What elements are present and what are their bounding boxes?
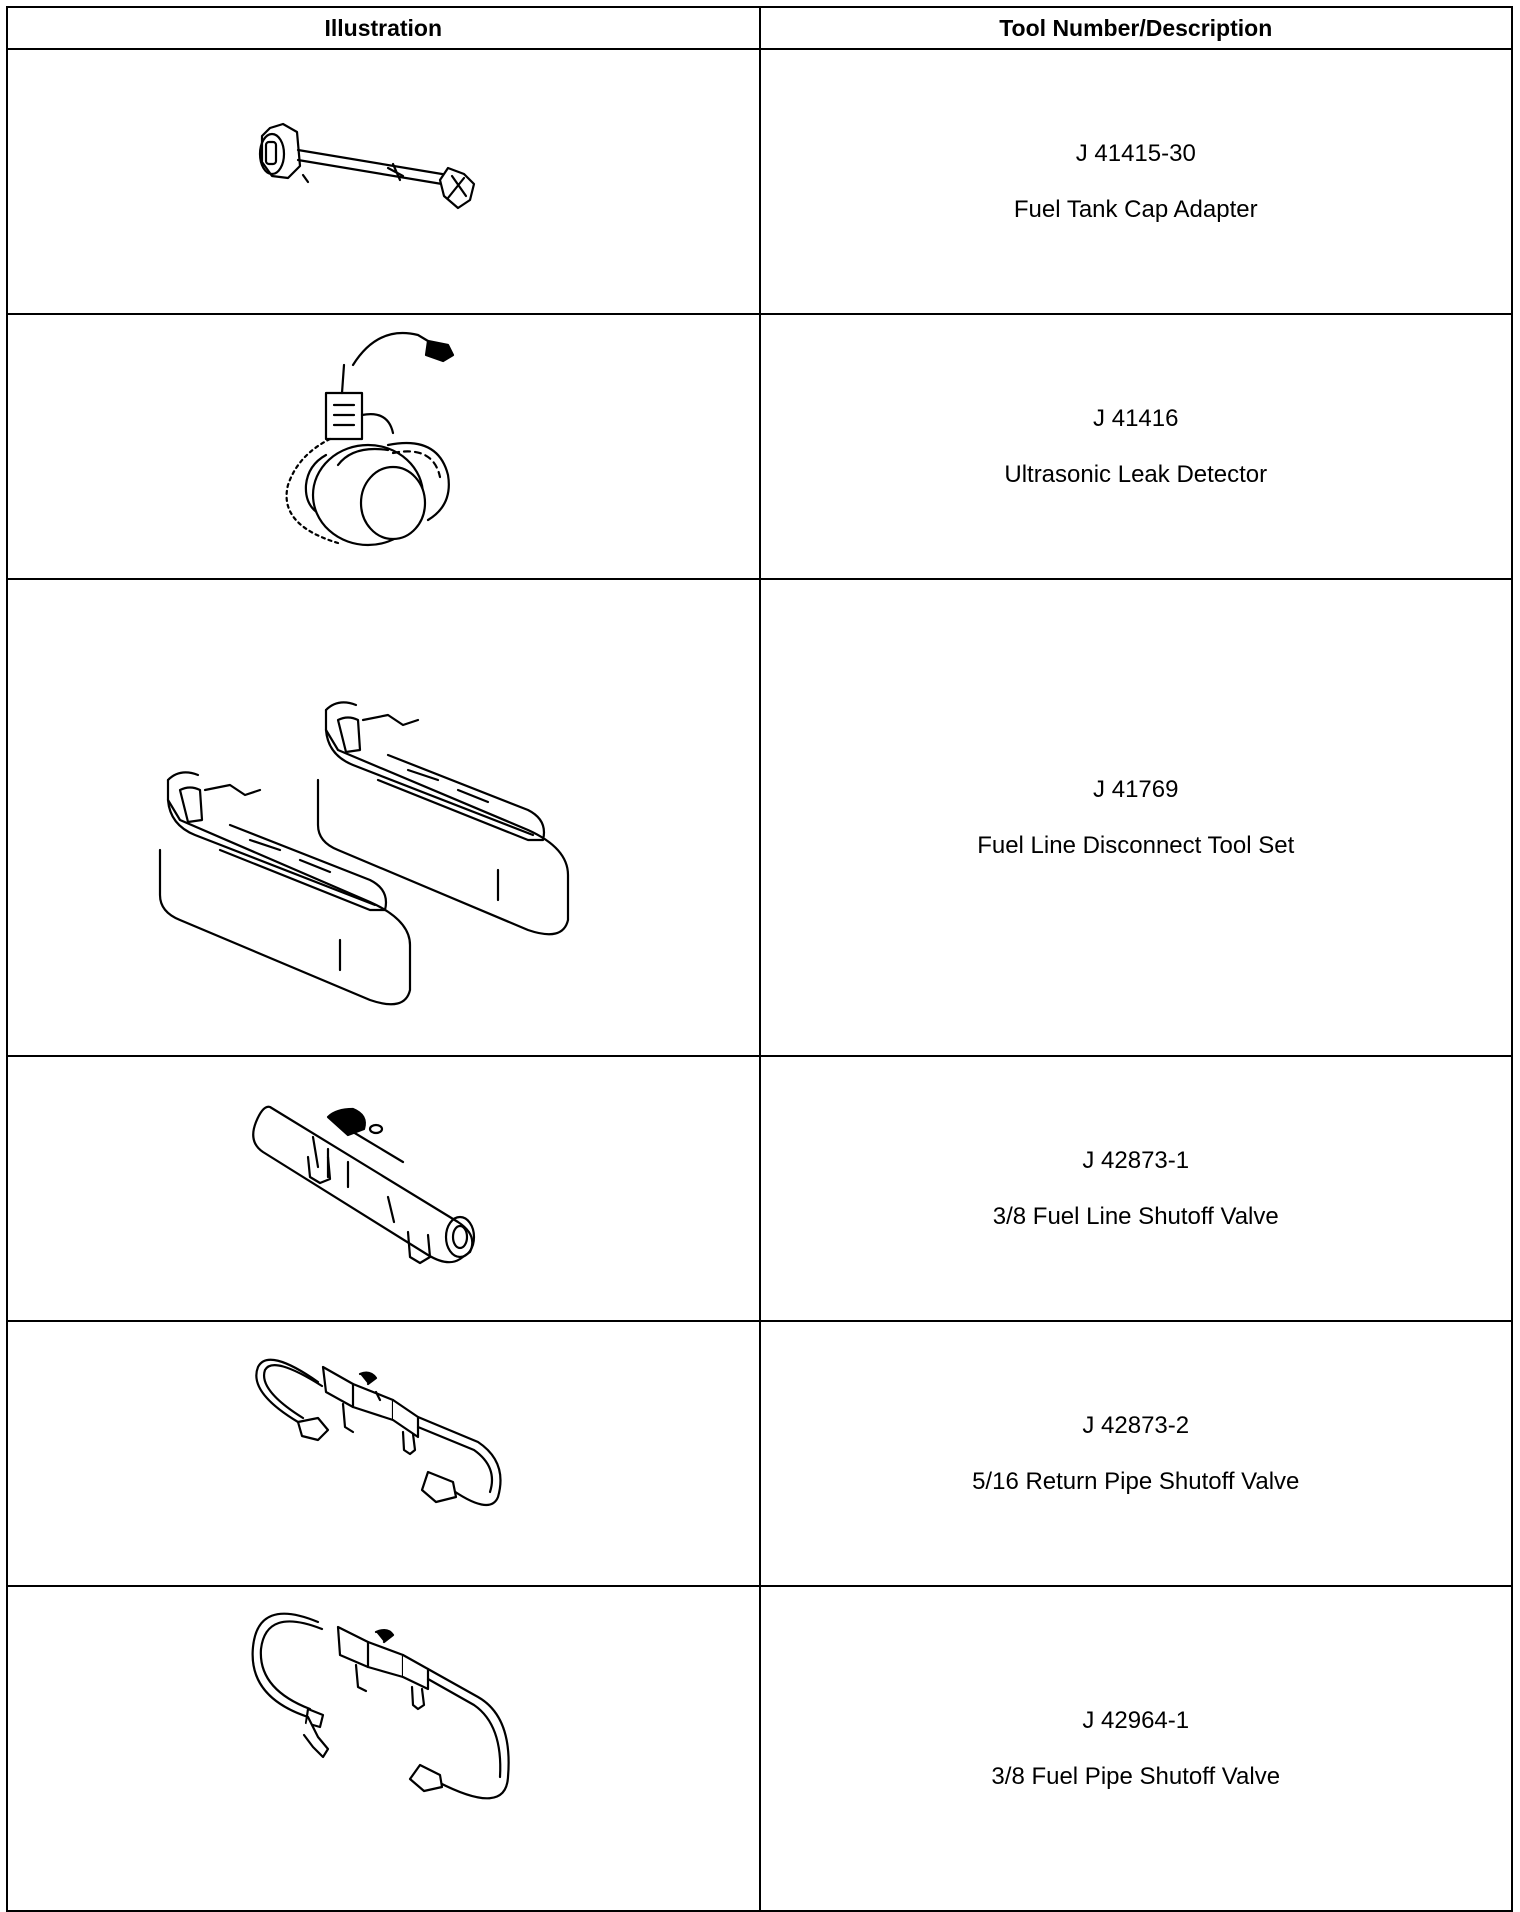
fuel-line-shutoff-valve-icon bbox=[8, 1057, 721, 1320]
illustration-cell bbox=[7, 1056, 760, 1321]
tool-description: 5/16 Return Pipe Shutoff Valve bbox=[972, 1467, 1300, 1495]
table-row bbox=[7, 314, 1512, 579]
tool-description: 3/8 Fuel Pipe Shutoff Valve bbox=[991, 1762, 1281, 1790]
return-pipe-shutoff-valve-icon bbox=[8, 1322, 721, 1585]
description-cell bbox=[760, 1586, 1513, 1911]
header-tool-number-description: Tool Number/Description bbox=[760, 7, 1513, 49]
fuel-pipe-shutoff-valve-icon bbox=[8, 1587, 721, 1910]
tool-number: J 42964-1 bbox=[1082, 1706, 1190, 1734]
tool-number: J 42873-2 bbox=[1082, 1411, 1190, 1439]
tool-number: J 41415-30 bbox=[1075, 139, 1196, 167]
description-cell bbox=[760, 1321, 1513, 1586]
table-row bbox=[7, 1321, 1512, 1586]
tool-description: 3/8 Fuel Line Shutoff Valve bbox=[992, 1202, 1279, 1230]
table-row bbox=[7, 1056, 1512, 1321]
table-row bbox=[7, 1586, 1512, 1911]
tool-description: Ultrasonic Leak Detector bbox=[1004, 460, 1268, 488]
ultrasonic-leak-detector-icon bbox=[8, 315, 721, 578]
table-row bbox=[7, 49, 1512, 314]
tool-description: Fuel Line Disconnect Tool Set bbox=[977, 831, 1295, 859]
illustration-cell bbox=[7, 49, 760, 314]
illustration-cell bbox=[7, 579, 760, 1056]
illustration-cell bbox=[7, 1321, 760, 1586]
tool-description: Fuel Tank Cap Adapter bbox=[1013, 195, 1258, 223]
description-cell bbox=[760, 314, 1513, 579]
table-row bbox=[7, 579, 1512, 1056]
description-cell bbox=[760, 49, 1513, 314]
header-row bbox=[7, 7, 1512, 49]
tool-number: J 41416 bbox=[1093, 404, 1179, 432]
header-illustration: Illustration bbox=[7, 7, 760, 49]
tool-number: J 41769 bbox=[1093, 775, 1179, 803]
fuel-tank-cap-adapter-icon bbox=[8, 50, 721, 313]
description-cell bbox=[760, 1056, 1513, 1321]
fuel-line-disconnect-tool-set-icon bbox=[8, 580, 721, 1055]
illustration-cell bbox=[7, 1586, 760, 1911]
illustration-cell bbox=[7, 314, 760, 579]
tool-number: J 42873-1 bbox=[1082, 1146, 1190, 1174]
tool-table bbox=[6, 6, 1513, 1912]
description-cell bbox=[760, 579, 1513, 1056]
